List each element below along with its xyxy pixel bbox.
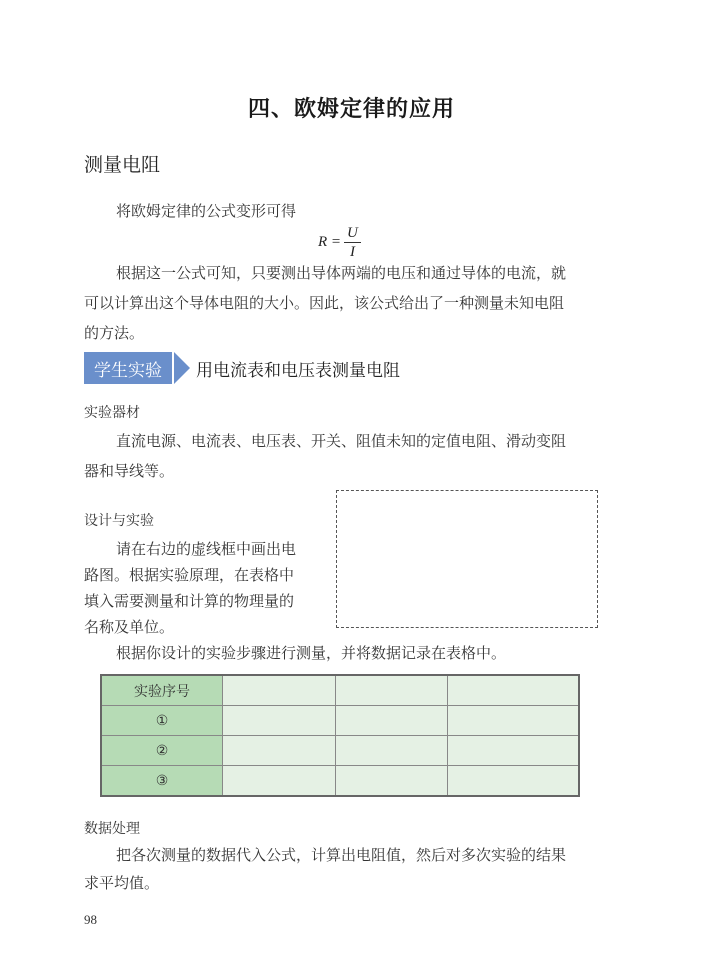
circuit-diagram-box — [336, 490, 598, 628]
processing-heading: 数据处理 — [84, 821, 140, 837]
explanation-line-1: 根据这一公式可知，只要测出导体两端的电压和通过导体的电流，就 — [116, 264, 567, 282]
table-row — [101, 706, 579, 736]
table-cell[interactable] — [223, 766, 336, 797]
formula — [318, 224, 361, 261]
table-header-row — [101, 675, 579, 706]
section-heading: 测量电阻 — [84, 154, 161, 176]
table-row — [101, 766, 579, 797]
experiment-title: 用电流表和电压表测量电阻 — [196, 361, 400, 381]
page-number: 98 — [84, 912, 97, 927]
explanation-line-2: 可以计算出这个导体电阻的大小。因此，该公式给出了一种测量未知电阻 — [84, 294, 565, 312]
formula-lhs: R = — [318, 234, 342, 250]
table-cell[interactable] — [335, 706, 448, 736]
table-cell[interactable] — [448, 766, 579, 797]
formula-fraction — [344, 224, 361, 261]
table-cell[interactable] — [335, 736, 448, 766]
materials-line-2: 器和导线等。 — [84, 462, 175, 480]
table-cell[interactable] — [223, 706, 336, 736]
badge-arrow-icon — [174, 352, 190, 384]
formula-denominator: I — [349, 244, 355, 260]
design-line-2: 路图。根据实验原理，在表格中 — [84, 566, 295, 584]
explanation-line-3: 的方法。 — [84, 324, 145, 342]
intro-text: 将欧姆定律的公式变形可得 — [116, 202, 297, 220]
design-heading: 设计与实验 — [84, 513, 154, 529]
design-line-3: 填入需要测量和计算的物理量的 — [84, 592, 295, 610]
table-cell[interactable] — [223, 736, 336, 766]
design-line-1: 请在右边的虚线框中画出电 — [116, 540, 297, 558]
table-header-cell[interactable] — [335, 675, 448, 706]
formula-numerator: U — [344, 224, 361, 243]
processing-line-2: 求平均值。 — [84, 874, 160, 892]
data-table — [100, 674, 580, 797]
materials-line-1: 直流电源、电流表、电压表、开关、阻值未知的定值电阻、滑动变阻 — [116, 432, 567, 450]
experiment-badge: 学生实验 — [84, 352, 172, 384]
table-header-cell: 实验序号 — [101, 675, 223, 706]
measure-text: 根据你设计的实验步骤进行测量，并将数据记录在表格中。 — [116, 644, 507, 662]
design-line-4: 名称及单位。 — [84, 618, 175, 636]
table-cell[interactable] — [448, 736, 579, 766]
table-header-cell[interactable] — [448, 675, 579, 706]
table-header-cell[interactable] — [223, 675, 336, 706]
table-row — [101, 736, 579, 766]
page-title: 四、欧姆定律的应用 — [247, 96, 455, 122]
table-cell: ② — [101, 736, 223, 766]
table-cell[interactable] — [448, 706, 579, 736]
table-cell: ③ — [101, 766, 223, 797]
materials-heading: 实验器材 — [84, 405, 140, 421]
processing-line-1: 把各次测量的数据代入公式，计算出电阻值，然后对多次实验的结果 — [116, 846, 567, 864]
table-cell[interactable] — [335, 766, 448, 797]
table-cell: ① — [101, 706, 223, 736]
